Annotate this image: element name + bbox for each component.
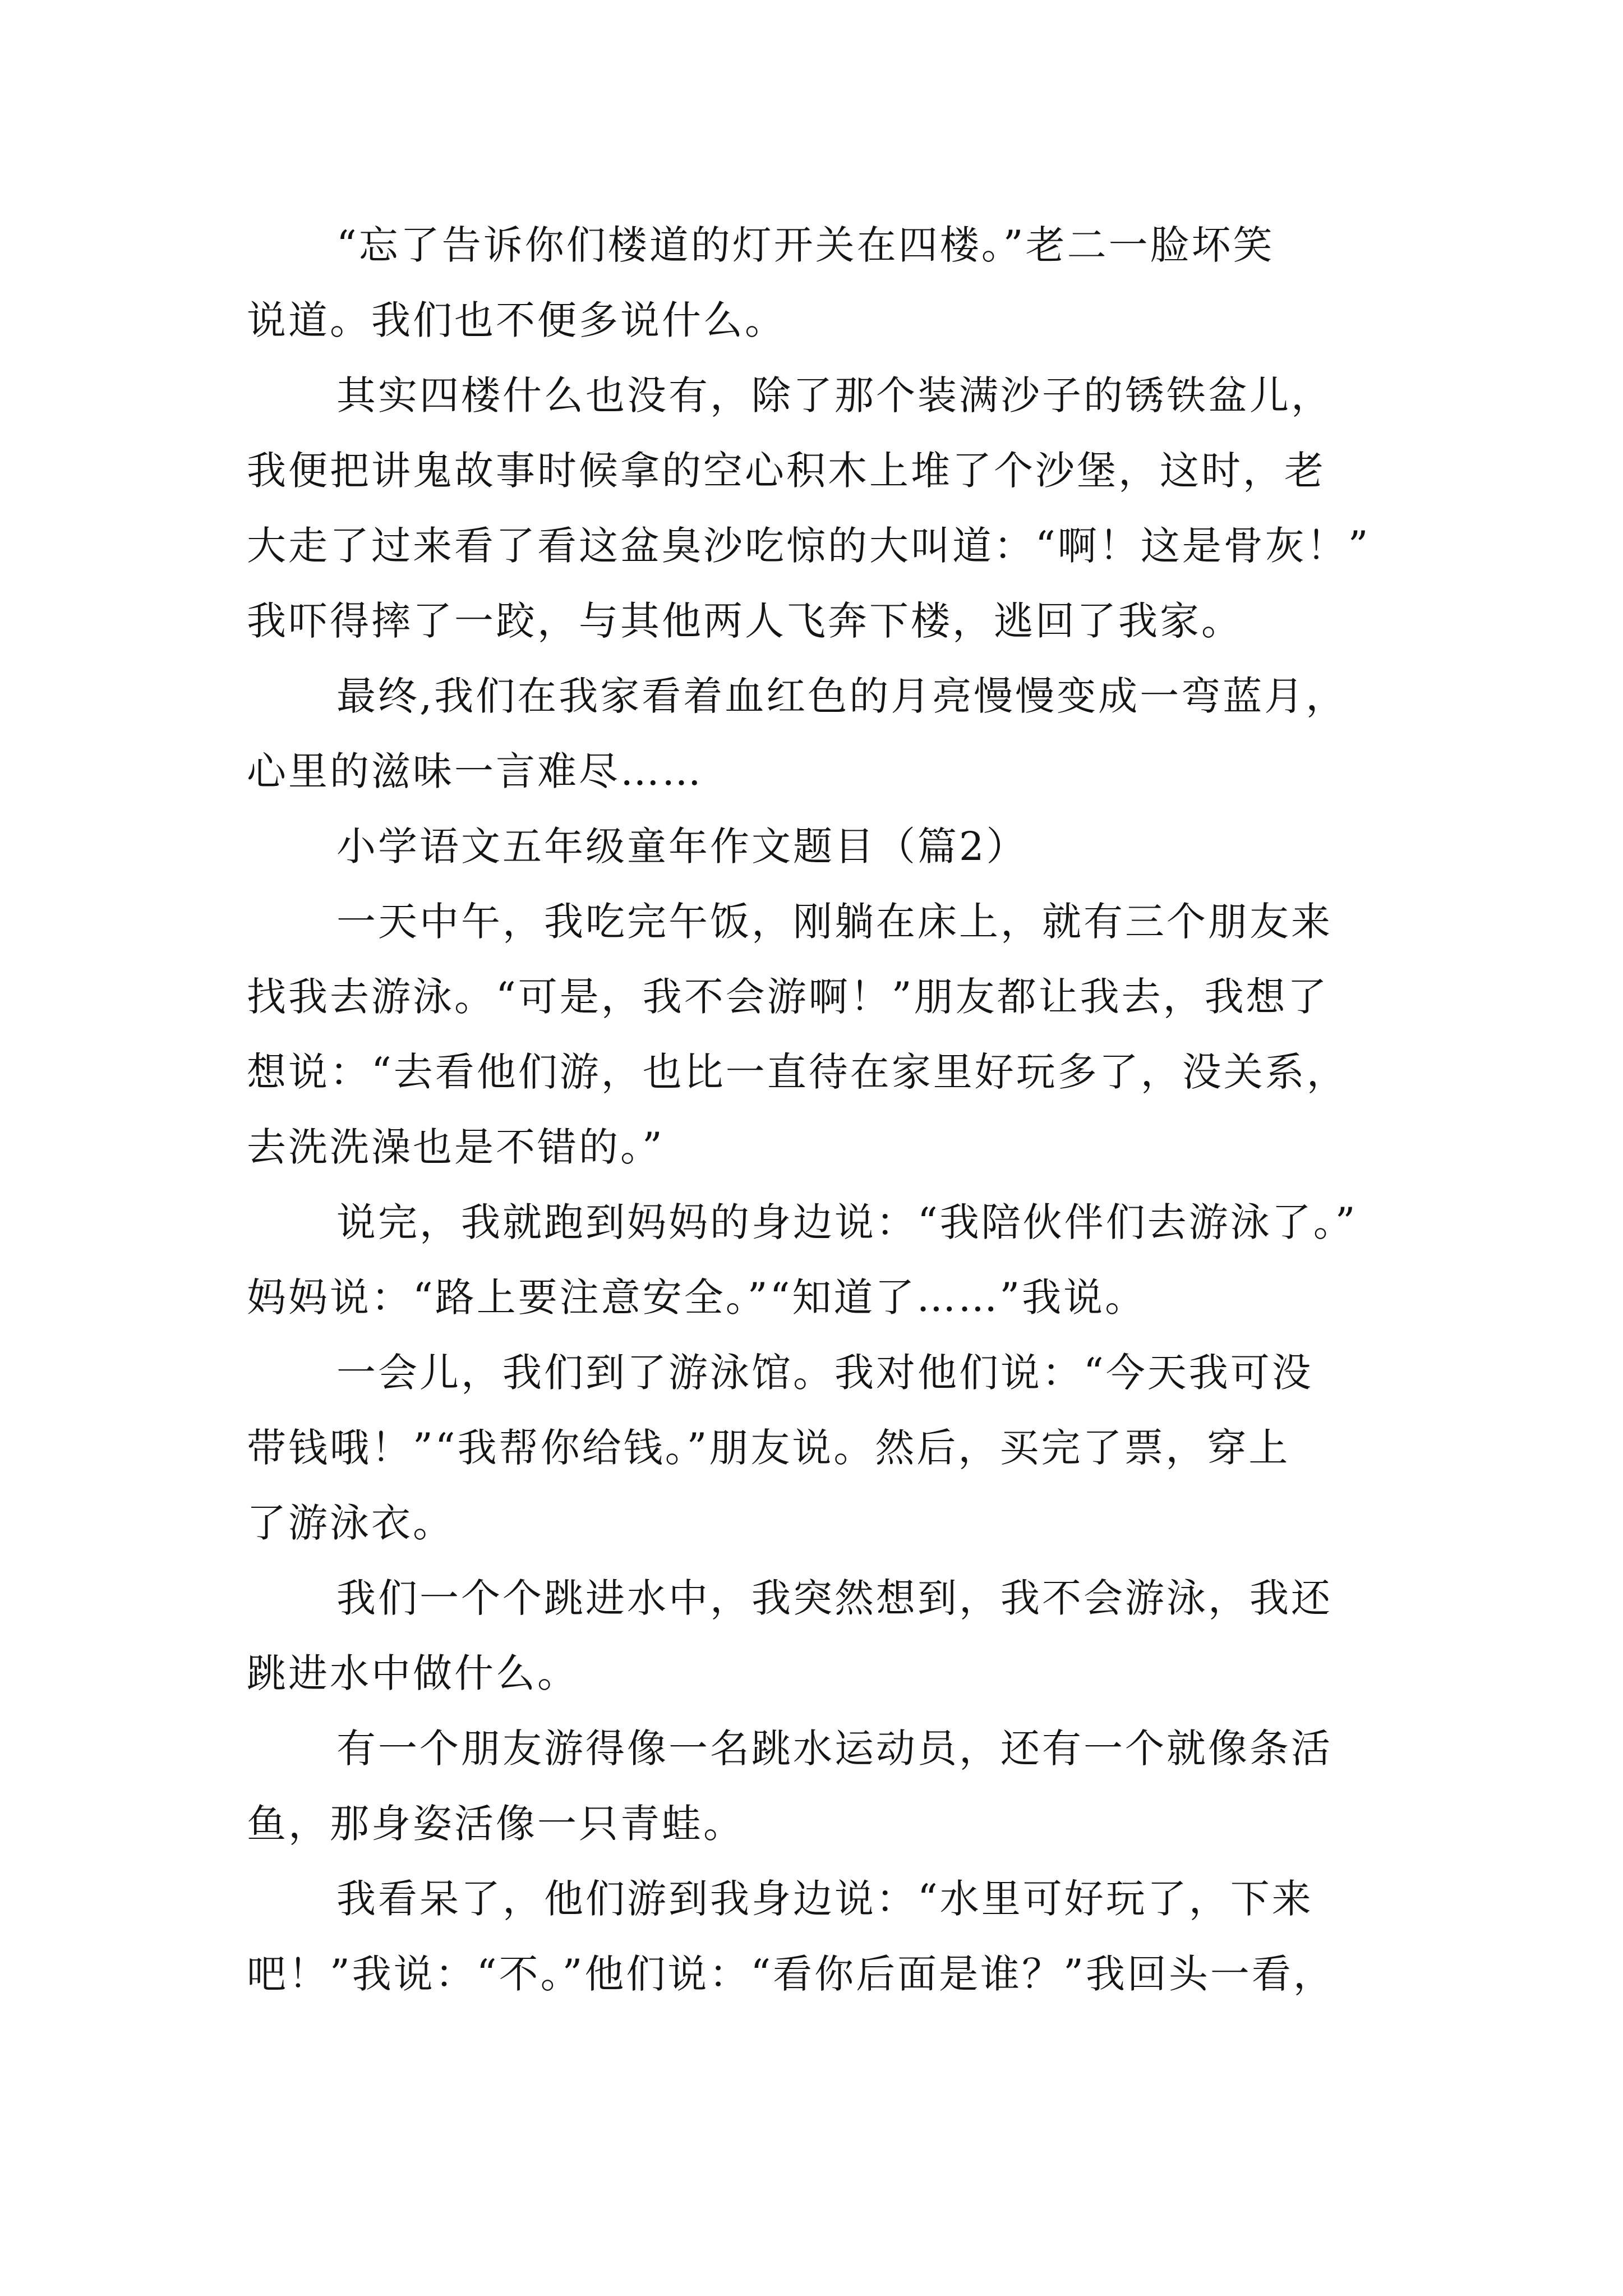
text-line: 我便把讲鬼故事时候拿的空心积木上堆了个沙堡，这时，老 <box>247 448 1326 494</box>
text-line: 我看呆了，他们游到我身边说：“水里可好玩了，下来 <box>336 1876 1313 1922</box>
text-line: 其实四楼什么也没有，除了那个装满沙子的锈铁盆儿， <box>336 372 1332 418</box>
text-line: 说完，我就跑到妈妈的身边说：“我陪伙伴们去游泳了。” <box>336 1199 1358 1245</box>
text-line: 鱼，那身姿活像一只青蛙。 <box>247 1801 745 1847</box>
text-line: 去洗洗澡也是不错的。” <box>247 1124 665 1170</box>
text-line: 我们一个个跳进水中，我突然想到，我不会游泳，我还 <box>336 1575 1332 1621</box>
paragraph <box>247 1185 1385 1335</box>
text-line: 我吓得摔了一跤，与其他两人飞奔下楼，逃回了我家。 <box>247 598 1243 644</box>
paragraph <box>247 208 1385 358</box>
text-line: “忘了告诉你们楼道的灯开关在四楼。”老二一脸坏笑 <box>336 222 1275 268</box>
paragraph <box>247 1861 1385 2012</box>
text-line: 有一个朋友游得像一名跳水运动员，还有一个就像条活 <box>336 1726 1332 1772</box>
section-heading: 小学语文五年级童年作文题目（篇2） <box>336 823 1028 869</box>
text-line: 一会儿，我们到了游泳馆。我对他们说：“今天我可没 <box>336 1350 1313 1396</box>
paragraph <box>247 1335 1385 1561</box>
text-line: 心里的滋味一言难尽…… <box>247 748 703 794</box>
paragraph <box>247 884 1385 1185</box>
text-line: 大走了过来看了看这盆臭沙吃惊的大叫道：“啊！这是骨灰！” <box>247 523 1371 569</box>
paragraph <box>247 358 1385 659</box>
text-line: 找我去游泳。“可是，我不会游啊！”朋友都让我去，我想了 <box>247 974 1329 1020</box>
text-line: 吧！”我说：“不。”他们说：“看你后面是谁？”我回头一看， <box>247 1951 1335 1997</box>
text-line: 说道。我们也不便多说什么。 <box>247 297 786 343</box>
text-line: 跳进水中做什么。 <box>247 1650 579 1696</box>
text-line: 了游泳衣。 <box>247 1500 454 1546</box>
paragraph <box>247 659 1385 809</box>
paragraph <box>247 1711 1385 1861</box>
text-line: 一天中午，我吃完午饭，刚躺在床上，就有三个朋友来 <box>336 899 1332 945</box>
paragraph <box>247 1561 1385 1711</box>
document-body <box>247 208 1385 2012</box>
text-line: 最终,我们在我家看着血红色的月亮慢慢变成一弯蓝月， <box>336 673 1348 719</box>
text-line: 想说：“去看他们游，也比一直待在家里好玩多了，没关系， <box>247 1049 1348 1095</box>
text-line: 妈妈说：“路上要注意安全。”“知道了……”我说。 <box>247 1274 1147 1320</box>
text-line: 带钱哦！”“我帮你给钱。”朋友说。然后，买完了票，穿上 <box>247 1425 1290 1471</box>
